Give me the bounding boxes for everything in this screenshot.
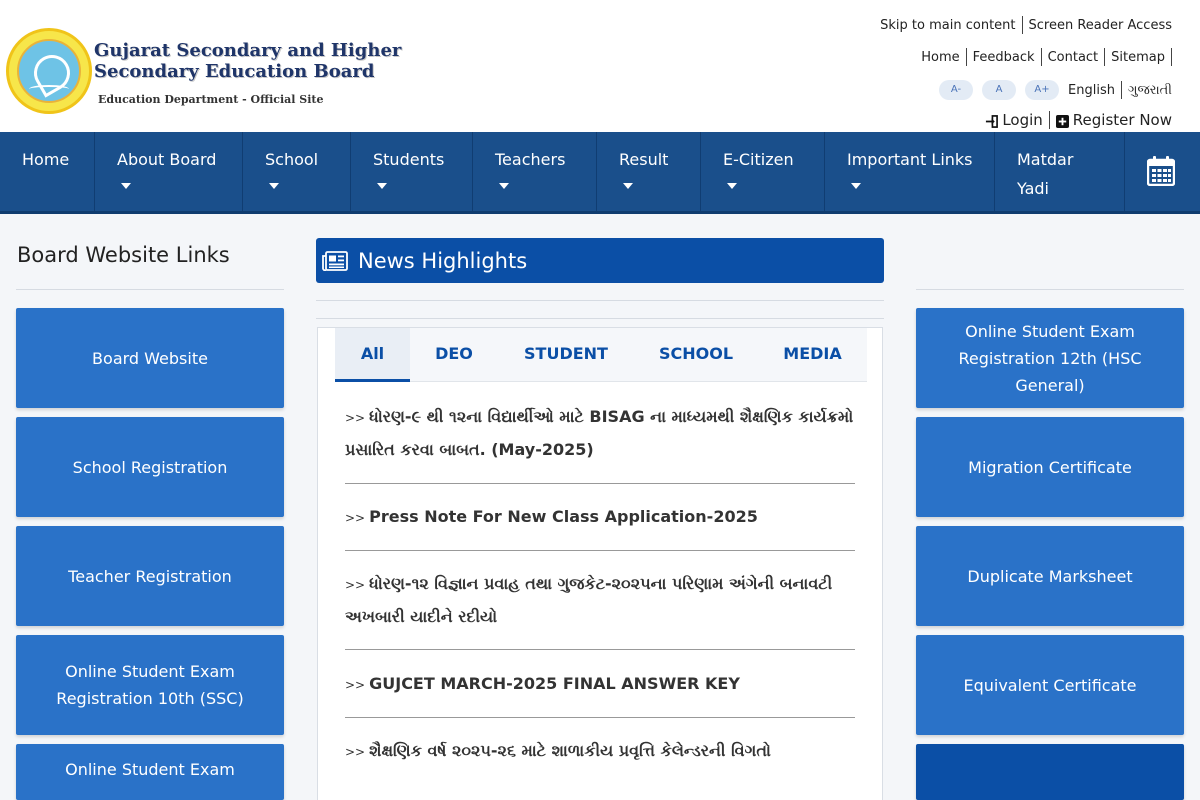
board-title-line1: Gujarat Secondary and Higher: [94, 40, 402, 61]
nav-item-school[interactable]: [243, 132, 351, 211]
news-highlights-banner: [316, 238, 884, 283]
news-item[interactable]: [345, 735, 855, 768]
news-tabs: [335, 328, 867, 382]
news-item[interactable]: [345, 668, 855, 701]
divider: [345, 717, 855, 718]
caret-down-icon: [727, 183, 737, 189]
double-chevron-icon: >>: [345, 578, 366, 592]
top-link-contact[interactable]: Contact: [1047, 49, 1099, 65]
divider: [345, 483, 855, 484]
tile-board-website[interactable]: Board Website: [16, 308, 284, 408]
nav-item-e-citizen[interactable]: [701, 132, 825, 211]
skip-to-content-link[interactable]: Skip to main content: [880, 17, 1016, 33]
accessibility-links: [880, 16, 1172, 34]
tile-migration-certificate[interactable]: Migration Certificate: [916, 417, 1184, 517]
news-item-text: ધોરણ-૯ થી ૧૨ના વિદ્યાર્થીઓ માટે BISAG ના માધ્યમથી શૈક્ષણિક કાર્યક્રમો પ્રસારિત કરવા બાબત. (May-2025): [345, 407, 854, 459]
news-item-text: Press Note For New Class Application-2025: [369, 507, 758, 526]
tile-school-registration[interactable]: School Registration: [16, 417, 284, 517]
screen-reader-link[interactable]: Screen Reader Access: [1028, 17, 1172, 33]
tab-all[interactable]: All: [335, 328, 410, 382]
tab-media[interactable]: MEDIA: [783, 344, 842, 363]
news-item-text: શૈક્ષણિક વર્ષ ૨૦૨૫-૨૬ માટે શાળાકીય પ્રવૃત્તિ કેલેન્ડરની વિગતો: [369, 741, 771, 760]
divider: [1171, 48, 1172, 66]
nav-item-about-board[interactable]: [95, 132, 243, 211]
login-link[interactable]: [985, 111, 1042, 129]
tab-school[interactable]: SCHOOL: [658, 344, 734, 363]
lang-english-link[interactable]: English: [1068, 82, 1115, 98]
tab-deo[interactable]: DEO: [435, 344, 473, 363]
register-link[interactable]: [1056, 111, 1172, 129]
nav-item-label: Matdar: [1017, 150, 1074, 169]
news-item-text: GUJCET MARCH-2025 FINAL ANSWER KEY: [369, 674, 740, 693]
tile-ssc-exam-registration[interactable]: Online Student Exam Registration 10th (SSC): [16, 635, 284, 735]
divider: [316, 300, 884, 301]
font-decrease-button[interactable]: A-: [939, 80, 973, 100]
top-link-sitemap[interactable]: Sitemap: [1111, 49, 1165, 65]
divider: [966, 48, 967, 66]
caret-down-icon: [269, 183, 279, 189]
auth-links: [985, 111, 1172, 129]
nav-item-result[interactable]: [597, 132, 701, 211]
calendar-icon: [1147, 156, 1175, 186]
divider: [1022, 16, 1023, 34]
nav-item-label: School: [265, 150, 319, 169]
news-highlights-title: News Highlights: [358, 248, 528, 273]
register-label: Register Now: [1072, 111, 1172, 129]
board-logo[interactable]: [6, 28, 92, 114]
double-chevron-icon: >>: [345, 745, 366, 759]
double-chevron-icon: >>: [345, 411, 366, 425]
nav-item-label: About Board: [117, 150, 217, 169]
font-increase-button[interactable]: A+: [1025, 80, 1059, 100]
nav-item-label: Home: [22, 150, 70, 169]
divider: [316, 318, 884, 319]
board-title-line2: Secondary Education Board: [94, 61, 375, 82]
board-links-title: Board Website Links: [17, 243, 230, 267]
caret-down-icon: [499, 183, 509, 189]
nav-item-calendar[interactable]: [1125, 132, 1200, 211]
top-link-feedback[interactable]: Feedback: [972, 49, 1035, 65]
tile-student-exam[interactable]: Online Student Exam: [16, 744, 284, 800]
nav-item-label: Students: [373, 150, 445, 169]
nav-item-label: Result: [619, 150, 669, 169]
top-link-home[interactable]: Home: [921, 49, 960, 65]
nav-item-label: E-Citizen: [723, 150, 794, 169]
caret-down-icon: [377, 183, 387, 189]
nav-item-matdar-yadi[interactable]: [995, 132, 1125, 211]
tile-hsc-exam-registration[interactable]: Online Student Exam Registration 12th (HSC General): [916, 308, 1184, 408]
nav-item-students[interactable]: [351, 132, 473, 211]
plus-square-icon: [1056, 115, 1069, 128]
nav-item-label: Teachers: [495, 150, 566, 169]
login-label: Login: [1002, 111, 1043, 129]
divider: [16, 289, 284, 290]
font-reset-button[interactable]: A: [982, 80, 1016, 100]
news-list: [335, 392, 867, 800]
divider: [916, 289, 1184, 290]
board-subtitle: Education Department - Official Site: [98, 93, 324, 106]
divider: [1104, 48, 1105, 66]
caret-down-icon: [851, 183, 861, 189]
main-nav: [0, 132, 1200, 214]
board-logo-emblem: [17, 39, 81, 103]
caret-down-icon: [121, 183, 131, 189]
newspaper-icon: [322, 251, 348, 271]
nav-item-label-line2: Yadi: [1017, 179, 1049, 198]
divider: [1121, 81, 1122, 99]
font-language-controls: [939, 80, 1172, 100]
nav-item-home[interactable]: [0, 132, 95, 211]
tab-student[interactable]: STUDENT: [524, 344, 608, 363]
tile-equivalent-certificate[interactable]: Equivalent Certificate: [916, 635, 1184, 735]
board-title[interactable]: [94, 40, 401, 82]
news-item-text: ધોરણ-૧૨ વિજ્ઞાન પ્રવાહ તથા ગુજકેટ-૨૦૨૫ના પરિણામ અંગેની બનાવટી અખબારી યાદીને રદીયો: [345, 574, 833, 626]
tile-next[interactable]: [916, 744, 1184, 800]
double-chevron-icon: >>: [345, 511, 366, 525]
tile-duplicate-marksheet[interactable]: Duplicate Marksheet: [916, 526, 1184, 626]
divider: [345, 649, 855, 650]
divider: [345, 550, 855, 551]
news-card: [317, 327, 883, 800]
caret-down-icon: [623, 183, 633, 189]
nav-item-important-links[interactable]: [825, 132, 995, 211]
sign-in-icon: [985, 115, 998, 128]
nav-item-label: Important Links: [847, 150, 973, 169]
news-item[interactable]: [345, 401, 855, 465]
nav-item-teachers[interactable]: [473, 132, 597, 211]
double-chevron-icon: >>: [345, 678, 366, 692]
divider: [1041, 48, 1042, 66]
divider: [1049, 111, 1050, 129]
news-item[interactable]: [345, 568, 855, 632]
site-header: [0, 0, 1200, 132]
top-links: [921, 48, 1172, 66]
tile-teacher-registration[interactable]: Teacher Registration: [16, 526, 284, 626]
news-item[interactable]: [345, 501, 855, 534]
lang-gujarati-link[interactable]: ગુજરાતી: [1127, 82, 1172, 98]
